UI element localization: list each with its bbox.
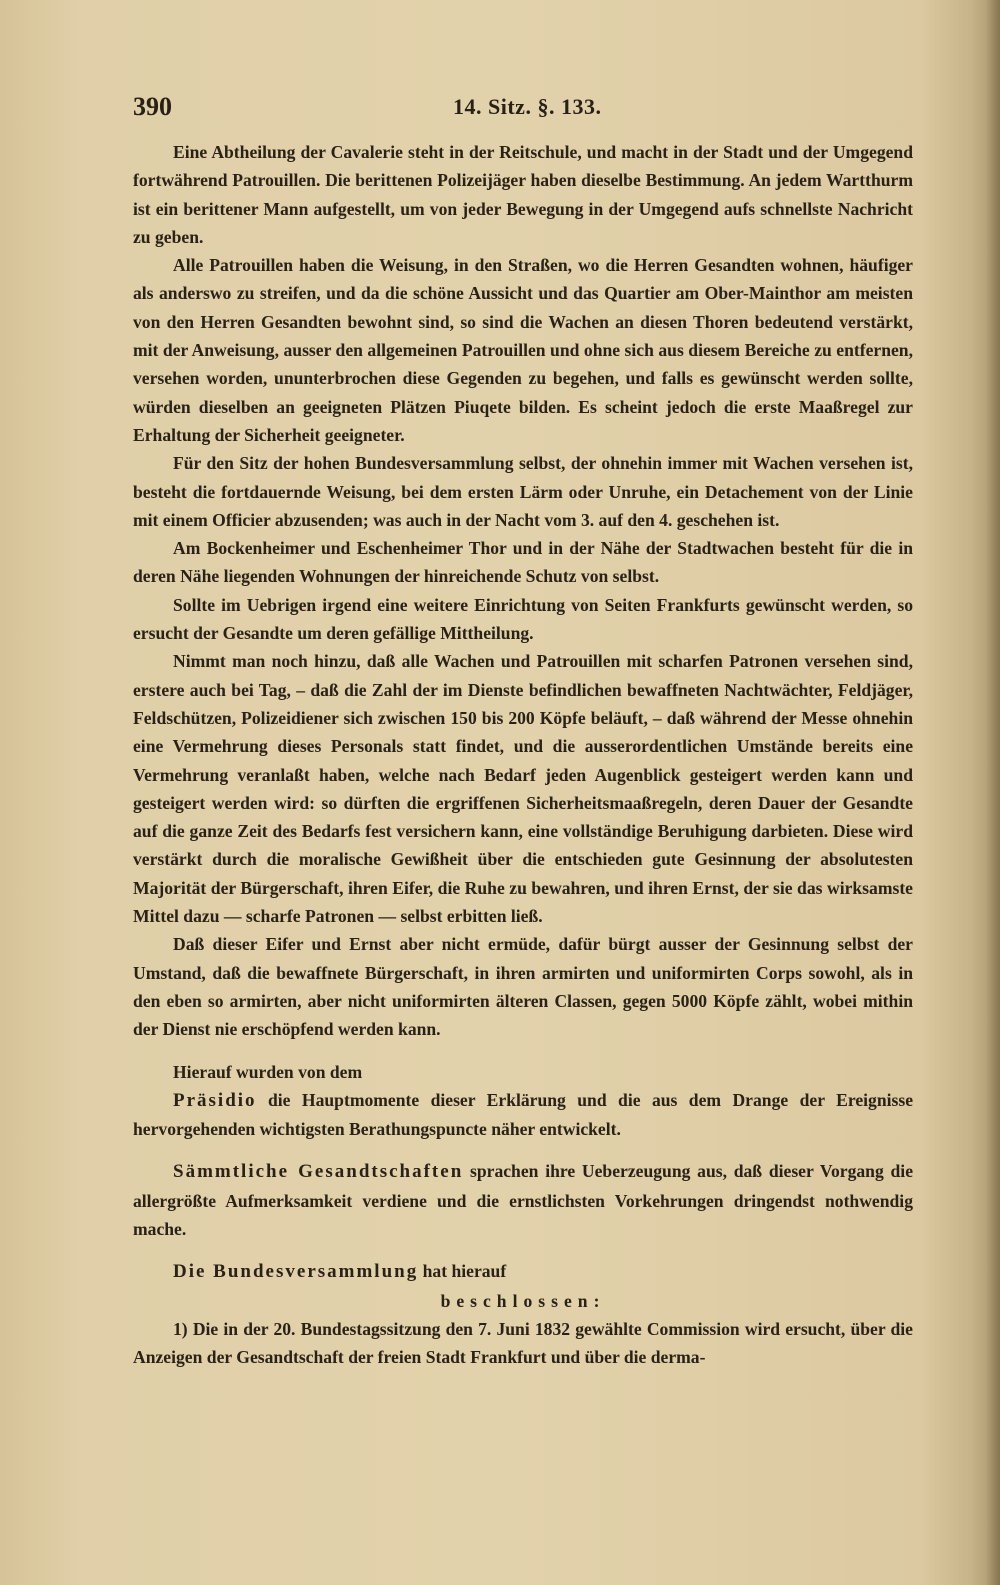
gesandtschaften-spaced: Sämmtliche Gesandtschaften — [173, 1161, 464, 1183]
paragraph-bundesversammlung-sitz: Für den Sitz der hohen Bundesversammlung selbst, der ohnehin immer mit Wachen versehen ist, besteht die fortdauernde Weisung, bei dem ersten Lärm oder Unruhe, ein Detachement von der Linie mit einem Officier abzusenden; was auch in der Nacht vom 3. auf den 4. geschehen ist. — [133, 453, 913, 530]
paragraph-gesandtschaften — [133, 1157, 913, 1243]
spacer — [133, 1243, 913, 1257]
praesidio-text: die Hauptmomente dieser Erklärung und die aus dem Drange der Ereignisse hervorgehenden wichtigsten Berathungspuncte näher entwickelt. — [133, 1089, 914, 1140]
spacer — [133, 1143, 913, 1157]
running-head: 14. Sitz. §. 133. — [453, 94, 602, 119]
beschlossen-heading: beschlossen: — [440, 1290, 606, 1311]
bundesversammlung-spaced: Die Bundesversammlung — [173, 1261, 419, 1283]
page-body — [133, 138, 913, 1371]
page-number: 390 — [133, 92, 172, 121]
paragraph-cavalerie: Eine Abtheilung der Cavalerie steht in der Reitschule, und macht in der Stadt und der Umgegend fortwährend Patrouillen. Die berittenen Polizeijäger haben dieselbe Bestimmung. An jedem Wartthurm ist ein berittener Mann aufgestellt, um von jeder Bewegung in der Umgegend aufs schnellste Nachricht zu geben. — [133, 142, 913, 247]
bundesversammlung-text: hat hierauf — [422, 1261, 507, 1282]
spacer — [133, 1044, 913, 1058]
paragraph-hierauf: Hierauf wurden von dem — [173, 1061, 363, 1082]
paragraph-wachen-patronen: Nimmt man noch hinzu, daß alle Wachen und Patrouillen mit scharfen Patronen versehen sind, erstere auch bei Tag, – daß die Zahl der im Dienste befindlichen bewaffneten Nachtwächter, Feldjäger, Feldschützen, Polizeidiener sich zwischen 150 bis 200 Köpfe beläuft, – daß während der Messe ohnehin eine Vermehrung dieses Personals statt findet, und die ausserordentlichen Umstände bereits eine Vermehrung veranlaßt haben, welche nach Bedarf jeden Augenblick gesteigert werden kann und gesteigert werden wird: so dürften die ergriffenen Sicherheitsmaaßregeln, deren Dauer der Gesandte auf die ganze Zeit des Bedarfs fest versichern kann, eine vollständige Beruhigung darbieten. Diese wird verstärkt durch die moralische Gewißheit über die entschieden gute Gesinnung der absolutesten Majorität der Bürgerschaft, ihren Eifer, die Ruhe zu bewahren, und ihren Ernst, der sie das wirksamste Mittel dazu — scharfe Patronen — selbst erbitten ließ. — [133, 651, 913, 927]
page-edge-shadow — [986, 0, 1000, 1585]
paragraph-praesidio — [133, 1086, 913, 1144]
paragraph-patrouillen: Alle Patrouillen haben die Weisung, in den Straßen, wo die Herren Gesandten wohnen, häufiger als anderswo zu streifen, und da die schöne Aussicht und das Quartier am Ober-Mainthor am meisten von den Herren Gesandten bewohnt sind, so sind die Wachen an diesen Thoren bedeutend verstärkt, mit der Anweisung, ausser den allgemeinen Patrouillen und ohne sich aus diesem Bereiche zu entfernen, versehen worden, ununterbrochen diese Gegenden zu begehen, und falls es gewünscht werden sollte, würden dieselben an geeigneten Plätzen Piuqete bilden. Es scheint jedoch die erste Maaßregel zur Erhaltung der Sicherheit geeigneter. — [133, 255, 913, 445]
paragraph-bockenheimer-thor: Am Bockenheimer und Eschenheimer Thor und in der Nähe der Stadtwachen besteht für die in deren Nähe liegenden Wohnungen der hinreichende Schutz von selbst. — [133, 538, 913, 587]
paragraph-einrichtung: Sollte im Uebrigen irgend eine weitere Einrichtung von Seiten Frankfurts gewünscht werden, so ersucht der Gesandte um deren gefällige Mittheilung. — [133, 594, 913, 644]
gesandtschaften-text: sprachen ihre Ueberzeugung aus, daß dieser Vorgang die allergrößte Aufmerksamkeit verdiene und die ernstlichsten Vorkehrungen dringendst nothwendig mache. — [133, 1161, 913, 1239]
paragraph-bundesversammlung — [133, 1257, 913, 1286]
paragraph-point-1: 1) Die in der 20. Bundestagssitzung den 7. Juni 1832 gewählte Commission wird ersucht, über die Anzeigen der Gesandtschaft der freien Stadt Frankfurt und über die derma- — [133, 1318, 913, 1368]
praesidio-spaced: Präsidio — [173, 1089, 257, 1111]
page-header — [133, 92, 913, 126]
paragraph-eifer-ernst: Daß dieser Eifer und Ernst aber nicht ermüde, dafür bürgt ausser der Gesinnung selbst der Umstand, daß die bewaffnete Bürgerschaft, in ihren armirten und uniformirten Corps sowohl, als in den eben so armirten, aber nicht uniformirten älteren Classen, gegen 5000 Köpfe zählt, wobei mithin der Dienst nie erschöpfend werden kann. — [133, 934, 913, 1040]
